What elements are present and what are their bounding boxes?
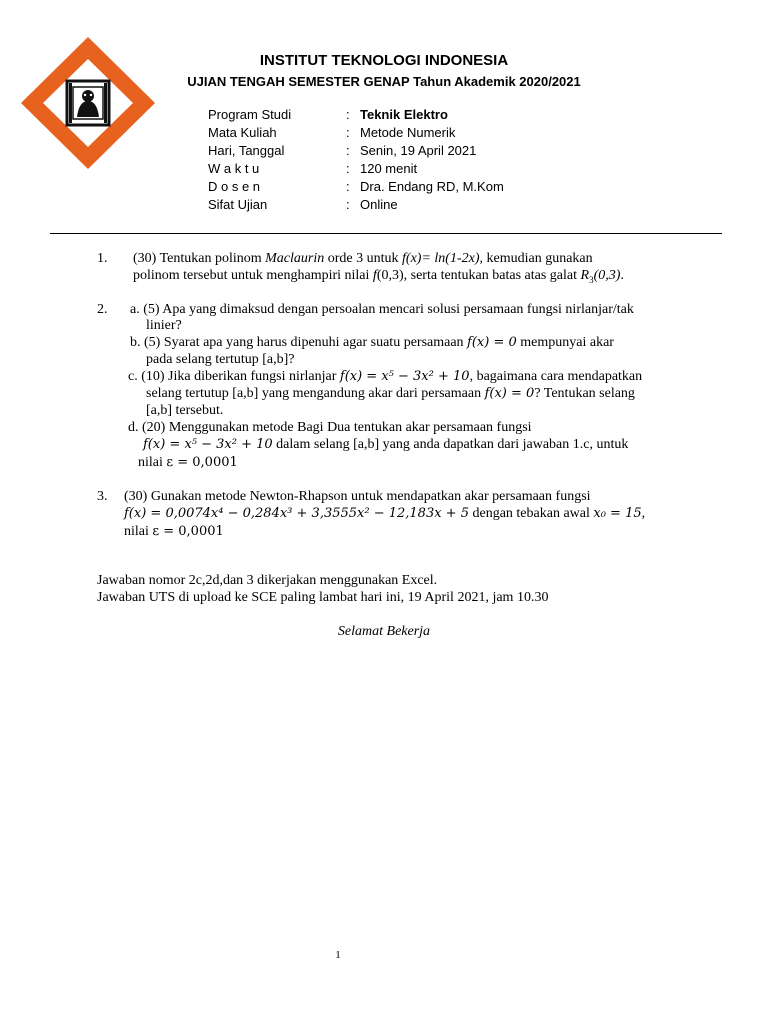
info-sep: : [346, 143, 350, 158]
question-1-number: 1. [97, 251, 108, 266]
info-sep: : [346, 161, 350, 176]
question-2a-line-1: a. (5) Apa yang dimaksud dengan persoalan mencari solusi persamaan fungsi nirlanjar/tak [130, 302, 634, 317]
info-value: Dra. Endang RD, M.Kom [360, 179, 504, 194]
info-value: Metode Numerik [360, 125, 456, 140]
question-3-line-1: (30) Gunakan metode Newton-Rhapson untuk mendapatkan akar persamaan fungsi [124, 489, 591, 504]
question-1-line-1: (30) Tentukan polinom Maclaurin orde 3 untuk f(x)= ln(1-2x), kemudian gunakan [133, 251, 593, 266]
info-label: D o s e n [208, 179, 261, 194]
page-number: 1 [335, 949, 341, 961]
info-value: Online [360, 197, 398, 212]
info-label: Program Studi [208, 107, 292, 122]
question-2d-line-3: nilai ε = 0,0001 [138, 455, 238, 470]
question-2a-line-2: linier? [146, 318, 182, 333]
info-label: Sifat Ujian [208, 197, 268, 212]
question-2-number: 2. [97, 302, 108, 317]
info-sep: : [346, 197, 350, 212]
info-sep: : [346, 125, 350, 140]
question-2c-line-3: [a,b] tersebut. [146, 403, 224, 418]
exam-title: UJIAN TENGAH SEMESTER GENAP Tahun Akademik 2020/2021 [187, 74, 581, 89]
info-sep: : [346, 107, 350, 122]
info-value: Senin, 19 April 2021 [360, 143, 477, 158]
note-excel: Jawaban nomor 2c,2d,dan 3 dikerjakan menggunakan Excel. [97, 573, 438, 588]
question-2b-line-1: b. (5) Syarat apa yang harus dipenuhi agar suatu persamaan f(x) = 0 mempunyai akar [130, 335, 614, 350]
question-2b-line-2: pada selang tertutup [a,b]? [146, 352, 295, 367]
info-label: W a k t u [208, 161, 260, 176]
info-label: Mata Kuliah [208, 125, 277, 140]
institution-title: INSTITUT TEKNOLOGI INDONESIA [259, 52, 509, 69]
question-2d-line-1: d. (20) Menggunakan metode Bagi Dua tentukan akar persamaan fungsi [128, 420, 532, 435]
question-1-line-2: polinom tersebut untuk menghampiri nilai f(0,3), serta tentukan batas atas galat $R_3(0,3)$. [133, 268, 624, 285]
info-value: 120 menit [360, 161, 418, 176]
question-2c-line-1: c. (10) Jika diberikan fungsi nirlanjar f(x) = x⁵ − 3x² + 10, bagaimana cara mendapatkan [128, 369, 643, 384]
closing-text: Selamat Bekerja [337, 624, 431, 639]
question-3-line-2: f(x) = 0,0074x⁴ − 0,284x³ + 3,3555x² − 12,183x + 5 dengan tebakan awal x₀ = 15, [124, 506, 646, 521]
info-label: Hari, Tanggal [208, 143, 285, 158]
question-2d-line-2: f(x) = x⁵ − 3x² + 10 dalam selang [a,b] yang anda dapatkan dari jawaban 1.c, untuk [143, 437, 629, 452]
note-upload: Jawaban UTS di upload ke SCE paling lambat hari ini, 19 April 2021, jam 10.30 [97, 590, 549, 605]
info-value: Teknik Elektro [360, 107, 448, 122]
question-3-number: 3. [97, 489, 108, 504]
header-divider [50, 233, 722, 234]
question-3-line-3: nilai ε = 0,0001 [124, 524, 224, 539]
question-2c-line-2: selang tertutup [a,b] yang mengandung akar dari persamaan f(x) = 0? Tentukan selang [146, 386, 635, 401]
info-sep: : [346, 179, 350, 194]
